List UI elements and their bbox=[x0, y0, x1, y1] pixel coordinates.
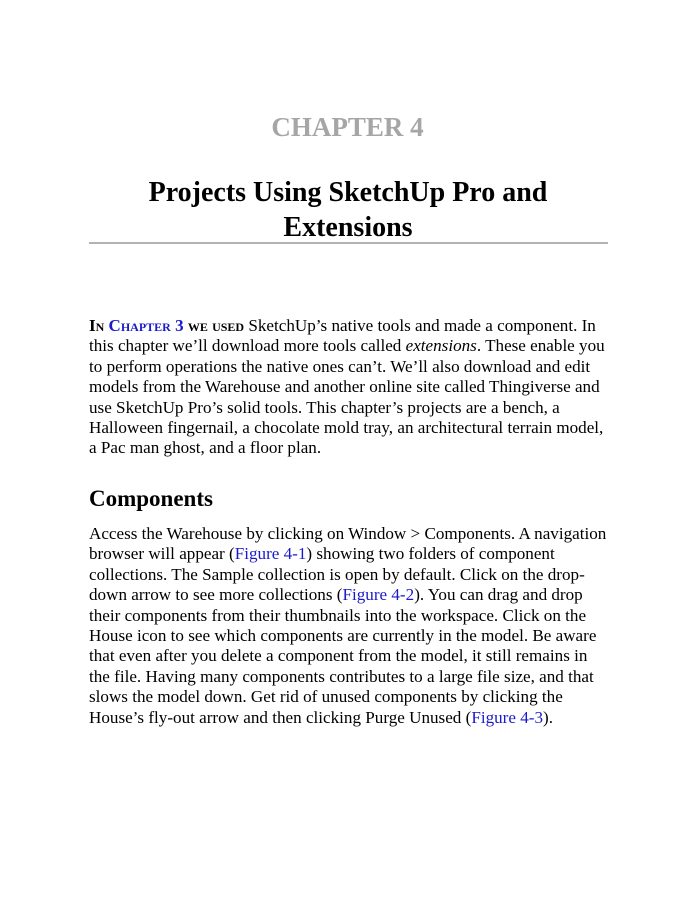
intro-lead-in: In bbox=[89, 316, 109, 335]
intro-emphasis-extensions: extensions bbox=[405, 336, 477, 356]
chapter-3-link[interactable]: Chapter 3 bbox=[108, 316, 184, 335]
components-text-3: ). You can drag and drop their components from their thumbnails into the workspace. Click on the House icon to see which components are currently in the model. Be aware that even after you delete a component from the model, it still remains in the file. Having many components contributes to a large file size, and that slows the model down. Get rid of unused components by clicking the House’s fly-out arrow and then clicking Purge Unused ( bbox=[89, 585, 597, 727]
intro-text-1: SketchUp’s native tools and made a component. In this chapter we’ll download more tools called bbox=[89, 316, 596, 356]
figure-4-2-link[interactable]: Figure 4-2 bbox=[342, 585, 415, 605]
components-paragraph bbox=[89, 524, 611, 728]
chapter-title: Projects Using SketchUp Pro and Extensions bbox=[148, 177, 548, 243]
components-text-4: ). bbox=[543, 707, 553, 727]
intro-text-2: . These enable you to perform operations the native ones can’t. We’ll also download and edit models from the Warehouse and another online site called Thingiverse and use SketchUp Pro’s solid tools. This chapter’s projects are a bench, a Halloween fingernail, a chocolate mold tray, an architectural terrain model, a Pac man ghost, and a floor plan. bbox=[89, 336, 605, 458]
figure-4-1-link[interactable]: Figure 4-1 bbox=[234, 544, 307, 564]
components-text-1: Access the Warehouse by clicking on Window > Components. A navigation browser will appear ( bbox=[89, 524, 607, 564]
figure-4-3-link[interactable]: Figure 4-3 bbox=[471, 707, 544, 727]
components-text-2: ) showing two folders of component collections. The Sample collection is open by default. Click on the drop-down arrow to see more collections ( bbox=[89, 544, 585, 605]
chapter-label: CHAPTER 4 bbox=[271, 112, 424, 142]
intro-paragraph bbox=[89, 316, 611, 459]
intro-lead-used: we used bbox=[183, 316, 245, 335]
title-divider bbox=[89, 242, 608, 244]
section-heading-components: Components bbox=[89, 486, 213, 511]
